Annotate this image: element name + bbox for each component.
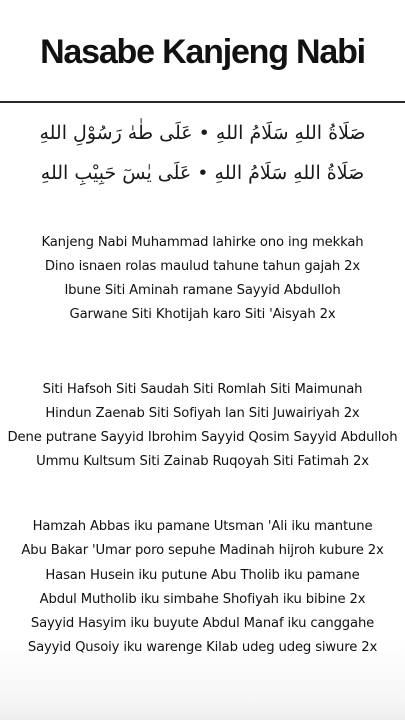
lyric-line: Hasan Husein iku putune Abu Tholib iku pamane (45, 567, 360, 583)
arabic-sholawat-line-2: صَلَاةُ اللهِ سَلَامُ اللهِ • عَلَى يٰسٓ حَبِيْبِ اللهِ (40, 162, 365, 184)
stanza-2 (0, 378, 405, 474)
lyric-line: Garwane Siti Khotijah karo Siti 'Aisyah 2x (69, 307, 336, 322)
lyric-line: Hindun Zaenab Siti Sofiyah lan Siti Juwairiyah 2x (45, 406, 360, 421)
lyric-line: Dino isnaen rolas maulud tahune tahun gajah 2x (44, 259, 361, 274)
lyric-line: Hamzah Abbas iku pamane Utsman 'Ali iku mantune (32, 519, 373, 534)
lyric-line: Ibune Siti Aminah ramane Sayyid Abdulloh (64, 283, 341, 298)
arabic-sholawat-line-1: صَلَاةُ اللهِ سَلَامُ اللهِ • عَلَى طٰهٰ رَسُوْلِ اللهِ (39, 122, 366, 144)
lyric-line: Siti Hafsoh Siti Saudah Siti Romlah Siti Maimunah (42, 382, 363, 397)
stanza-1 (0, 231, 405, 327)
title-divider (0, 101, 405, 103)
lyric-line: Ummu Kultsum Siti Zainab Ruqoyah Siti Fatimah 2x (36, 454, 369, 469)
page-title: Nasabe Kanjeng Nabi (40, 33, 365, 71)
stanza-3 (0, 515, 405, 661)
lyric-line: Sayyid Hasyim iku buyute Abdul Manaf iku canggahe (30, 616, 375, 632)
lyric-line: Dene putrane Sayyid Ibrohim Sayyid Qosim Sayyid Abdulloh (7, 430, 398, 445)
lyric-line: Sayyid Qusoiy iku warenge Kilab udeg udeg siwure 2x (27, 640, 378, 656)
lyric-line: Kanjeng Nabi Muhammad lahirke ono ing mekkah (41, 235, 364, 250)
lyric-line: Abu Bakar 'Umar poro sepuhe Madinah hijroh kubure 2x (21, 543, 384, 559)
lyric-line: Abdul Mutholib iku simbahe Shofiyah iku bibine 2x (39, 591, 366, 607)
